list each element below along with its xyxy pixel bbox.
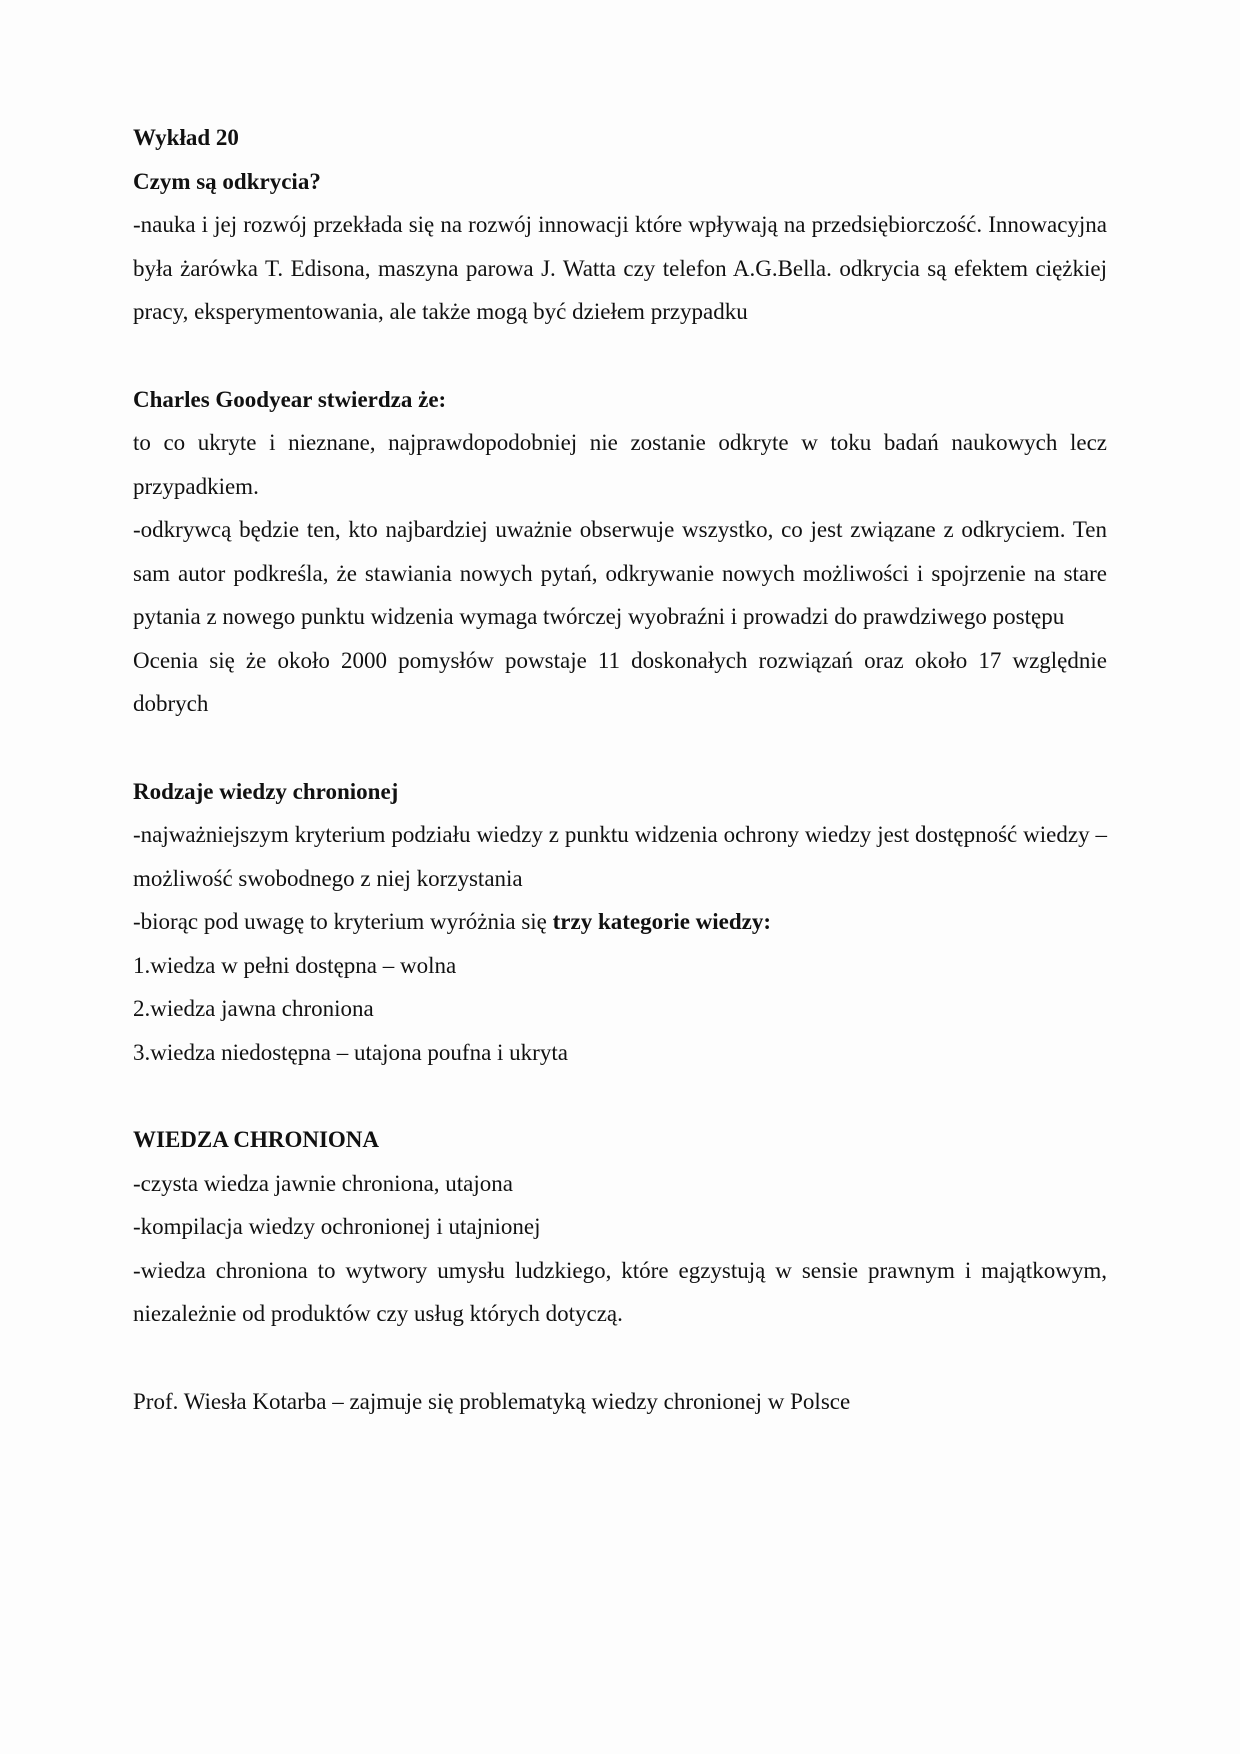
paragraph-rodzaje-2-bold: trzy kategorie wiedzy: [552, 909, 772, 934]
paragraph-rodzaje-2-prefix: -biorąc pod uwagę to kryterium wyróżnia się [133, 909, 553, 934]
paragraph-goodyear-2: -odkrywcą będzie ten, kto najbardziej uważnie obserwuje wszystko, co jest związane z odkryciem. Ten sam autor podkreśla, że stawiania nowych pytań, odkrywanie nowych możliwości i spojrzenie na stare pytania z nowego punktu widzenia wymaga twórczej wyobraźni i prowadzi do prawdziwego postępu [133, 517, 1107, 629]
paragraph-rodzaje-2 [133, 900, 1107, 944]
heading-charles-goodyear: Charles Goodyear stwierdza że: [133, 386, 447, 412]
heading-czym-sa-odkrycia: Czym są odkrycia? [133, 168, 321, 194]
paragraph-goodyear-3: Ocenia się że około 2000 pomysłów powstaje 11 doskonałych rozwiązań oraz około 17 względnie dobrych [133, 647, 1107, 716]
paragraph-odkrycia: -nauka i jej rozwój przekłada się na rozwój innowacji które wpływają na przedsiębiorczość. Innowacyjna była żarówka T. Edisona, maszyna parowa J. Watta czy telefon A.G.Bella. odkrycia są efektem ciężkiej pracy, eksperymentowania, ale także mogą być dziełem przypadku [133, 212, 1107, 324]
paragraph-goodyear-1: to co ukryte i nieznane, najprawdopodobniej nie zostanie odkryte w toku badań naukowych lecz przypadkiem. [133, 430, 1107, 499]
heading-wiedza-chroniona: WIEDZA CHRONIONA [133, 1127, 380, 1152]
paragraph-rodzaje-1: -najważniejszym kryterium podziału wiedzy z punktu widzenia ochrony wiedzy jest dostępność wiedzy – możliwość swobodnego z niej korzystania [133, 822, 1107, 891]
footer-note: Prof. Wiesła Kotarba – zajmuje się problematyką wiedzy chronionej w Polsce [133, 1388, 851, 1414]
list-item-1: 1.wiedza w pełni dostępna – wolna [133, 952, 457, 978]
lecture-notes [133, 116, 1107, 1423]
list-item-2: 2.wiedza jawna chroniona [133, 996, 374, 1021]
list-item-3: 3.wiedza niedostępna – utajona poufna i ukryta [133, 1039, 568, 1065]
paragraph-wiedza-3: -wiedza chroniona to wytwory umysłu ludzkiego, które egzystują w sensie prawnym i majątkowym, niezależnie od produktów czy usług których dotyczą. [133, 1257, 1107, 1326]
paragraph-wiedza-2: -kompilacja wiedzy ochronionej i utajnionej [133, 1214, 541, 1239]
lecture-title: Wykład 20 [133, 125, 239, 150]
heading-rodzaje-wiedzy: Rodzaje wiedzy chronionej [133, 778, 399, 804]
paragraph-wiedza-1: -czysta wiedza jawnie chroniona, utajona [133, 1170, 513, 1196]
